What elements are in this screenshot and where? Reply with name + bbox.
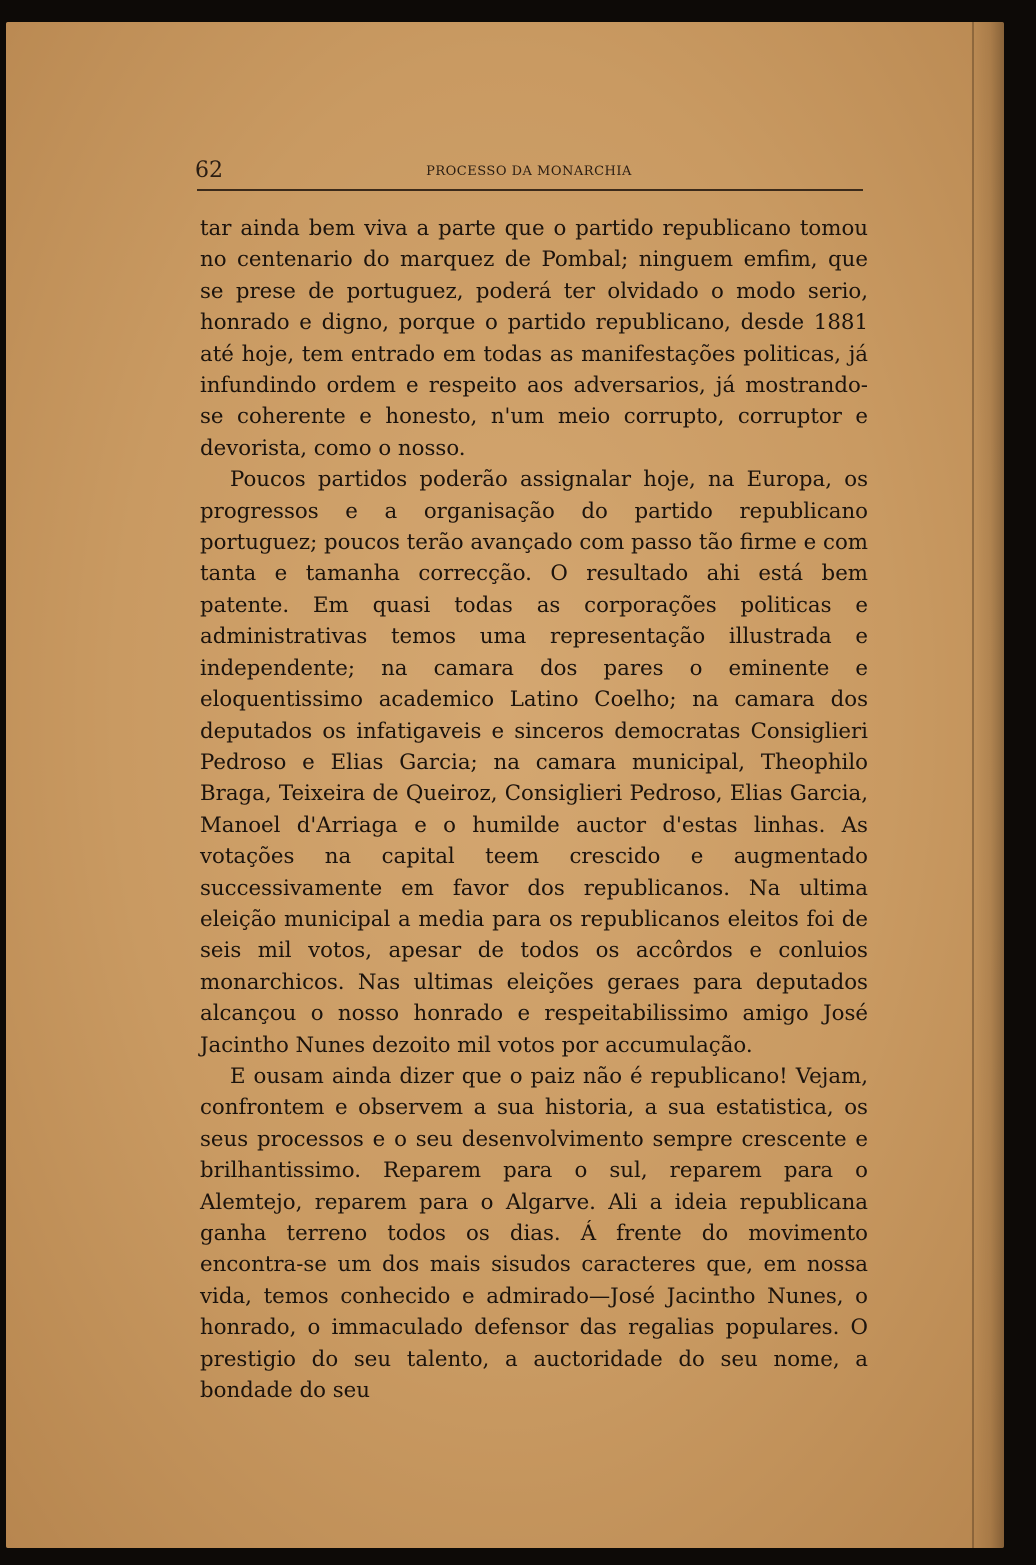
page-edge-shadow — [970, 22, 1004, 1548]
header-rule — [197, 189, 863, 191]
paragraph-2 — [200, 464, 868, 1061]
paragraph-3-text: E ousam ainda dizer que o paiz não é republicano! Vejam, confrontem e observem a sua historia, a sua estatistica, os seus processos e o seu desenvolvimento sempre crescente e brilhantissimo. Reparem para o sul, reparem para o Alemtejo, reparem para o Algarve. Ali a ideia republicana ganha terreno todos os dias. Á frente do movimento encontra-se um dos mais sisudos caracteres que, em nossa vida, temos conhecido e admirado—José Jacintho Nunes, o honrado, o immaculado defensor das regalias populares. O prestigio do seu talento, a auctoridade do seu nome, a bondade do seu — [200, 1063, 868, 1404]
paragraph-1-text: tar ainda bem viva a parte que o partido republicano tomou no centenario do marquez de Pombal; ninguem emfim, que se prese de portuguez, poderá ter olvidado o modo serio, honrado e digno, porque o partido republicano, desde 1881 até hoje, tem entrado em todas as manifestações politicas, já infundindo ordem e respeito aos adversarios, já mostrando-se coherente e honesto, n'um meio corrupto, corruptor e devorista, como o nosso. — [200, 216, 868, 461]
page-number: 62 — [195, 158, 223, 183]
paragraph-1 — [200, 213, 868, 464]
page-fold-line — [972, 22, 974, 1548]
running-header — [195, 160, 863, 184]
paragraph-2-text: Poucos partidos poderão assignalar hoje, na Europa, os progressos e a organisação do partido republicano portuguez; poucos terão avançado com passo tão firme e com tanta e tamanha correcção. O resultado ahi está bem patente. Em quasi todas as corporações politicas e administrativas temos uma representação illustrada e independente; na camara dos pares o eminente e eloquentissimo academico Latino Coelho; na camara dos deputados os infatigaveis e sinceros democratas Consiglieri Pedroso e Elias Garcia; na camara municipal, Theophilo Braga, Teixeira de Queiroz, Consiglieri Pedroso, Elias Garcia, Manoel d'Arriaga e o humilde auctor d'estas linhas. As votações na capital teem crescido e augmentado successivamente em favor dos republicanos. Na ultima eleição municipal a media para os republicanos eleitos foi de seis mil votos, apesar de todos os accôrdos e conluios monarchicos. Nas ultimas eleições geraes para deputados alcançou o nosso honrado e respeitabilissimo amigo José Jacintho Nunes dezoito mil votos por accumulação. — [200, 467, 868, 1058]
paragraph-3 — [200, 1061, 868, 1406]
running-title: PROCESSO DA MONARCHIA — [426, 164, 632, 179]
body-text — [200, 213, 868, 1406]
